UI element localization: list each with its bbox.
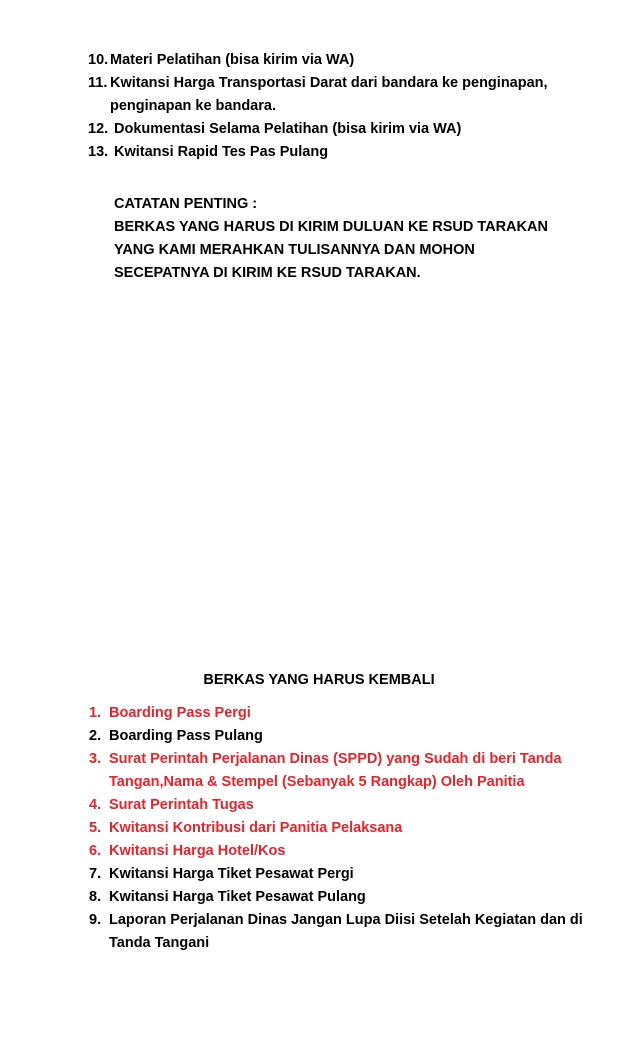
list-item-text: Kwitansi Kontribusi dari Panitia Pelaksana	[109, 820, 403, 836]
list-item-number: 7.	[89, 866, 102, 882]
list-item-number: 5.	[89, 820, 102, 836]
list-item	[89, 886, 599, 909]
list-item-number: 12.	[88, 121, 109, 137]
list-item-number: 1.	[89, 705, 102, 721]
list-item	[89, 840, 599, 863]
list-item-text: Surat Perintah Tugas	[109, 797, 254, 813]
list-item-number: 11.	[88, 75, 108, 91]
list-item-number: 6.	[89, 843, 102, 859]
list-item-text: Boarding Pass Pulang	[109, 728, 263, 744]
return-documents-list	[89, 702, 599, 955]
list-item-text: Kwitansi Harga Tiket Pesawat Pulang	[109, 889, 366, 905]
list-item-number: 13.	[88, 144, 109, 160]
list-item-number: 2.	[89, 728, 102, 744]
important-note	[114, 193, 584, 285]
list-item-number: 10.	[88, 52, 109, 68]
list-item-text: Dokumentasi Selama Pelatihan (bisa kirim via WA)	[114, 121, 462, 137]
list-item-text: Laporan Perjalanan Dinas Jangan Lupa Diisi Setelah Kegiatan dan di Tanda Tangani	[109, 912, 583, 951]
list-item	[88, 49, 608, 72]
section-heading: BERKAS YANG HARUS KEMBALI	[203, 672, 435, 688]
note-line: SECEPATNYA DI KIRIM KE RSUD TARAKAN.	[114, 265, 421, 281]
list-item	[89, 702, 599, 725]
list-item-text: Kwitansi Harga Hotel/Kos	[109, 843, 286, 859]
list-item-text: Materi Pelatihan (bisa kirim via WA)	[110, 52, 355, 68]
list-item	[89, 909, 599, 955]
document-checklist-continued	[88, 49, 608, 164]
list-item	[89, 725, 599, 748]
list-item-number: 9.	[89, 912, 102, 928]
list-item-number: 3.	[89, 751, 102, 767]
list-item	[89, 794, 599, 817]
list-item-number: 4.	[89, 797, 102, 813]
list-item-text: Kwitansi Harga Tiket Pesawat Pergi	[109, 866, 354, 882]
list-item	[88, 141, 608, 164]
list-item-text: Surat Perintah Perjalanan Dinas (SPPD) yang Sudah di beri Tanda Tangan,Nama & Stempel (Sebanyak 5 Rangkap) Oleh Panitia	[109, 751, 562, 790]
list-item	[88, 72, 608, 118]
list-item-text: Kwitansi Rapid Tes Pas Pulang	[114, 144, 329, 160]
list-item	[89, 748, 599, 794]
list-item-text: Kwitansi Harga Transportasi Darat dari bandara ke penginapan, penginapan ke bandara.	[110, 75, 548, 114]
list-item	[89, 863, 599, 886]
list-item	[89, 817, 599, 840]
note-title: CATATAN PENTING :	[114, 196, 258, 212]
note-line: BERKAS YANG HARUS DI KIRIM DULUAN KE RSUD TARAKAN	[114, 219, 548, 235]
list-item	[88, 118, 608, 141]
list-item-number: 8.	[89, 889, 102, 905]
note-line: YANG KAMI MERAHKAN TULISANNYA DAN MOHON	[114, 242, 475, 258]
list-item-text: Boarding Pass Pergi	[109, 705, 251, 721]
